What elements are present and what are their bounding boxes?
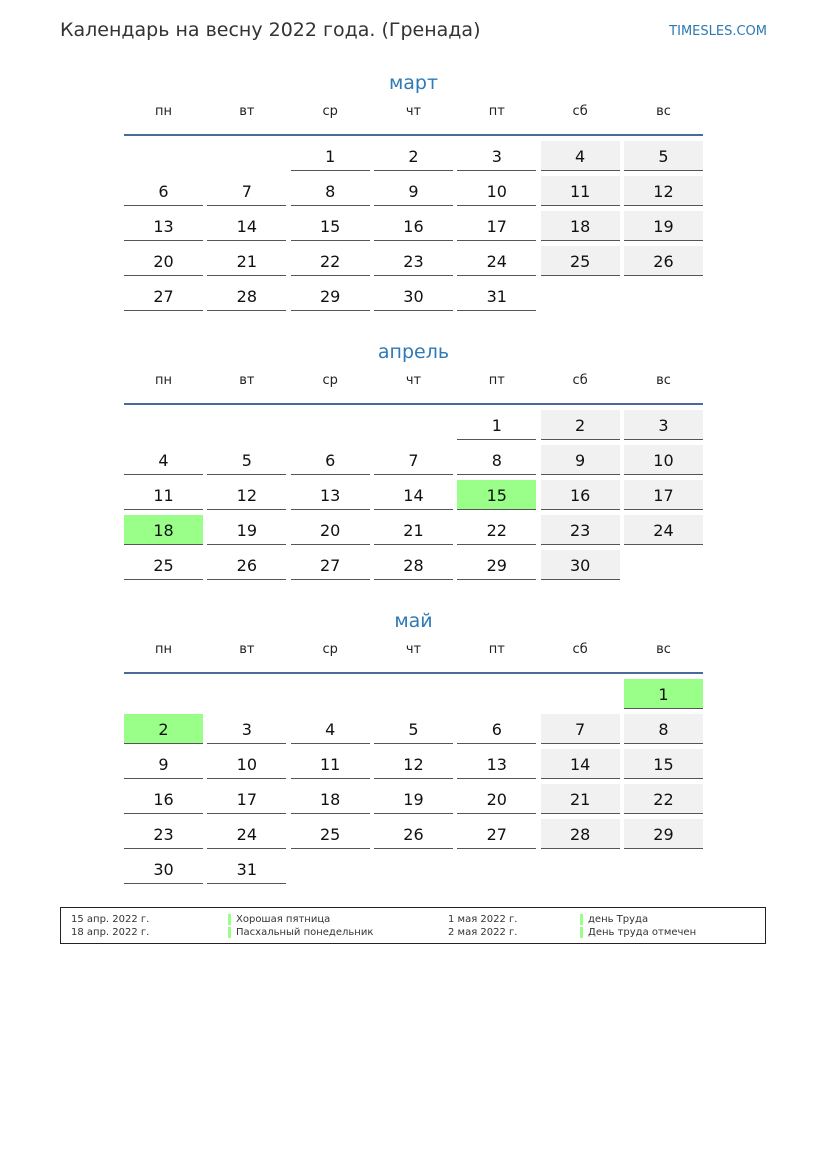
weekend-day-cell: 9 <box>541 445 620 475</box>
day-cell: 14 <box>374 480 453 510</box>
day-cell: 1 <box>457 410 536 440</box>
weekday-header <box>124 98 703 134</box>
weekday-header <box>124 636 703 672</box>
legend-date: 1 мая 2022 г. <box>448 914 518 925</box>
day-cell: 23 <box>124 819 203 849</box>
day-cell: 13 <box>457 749 536 779</box>
holiday-day-cell: 1 <box>624 679 703 709</box>
empty-cell <box>124 410 203 440</box>
weekday-label: вс <box>656 642 671 657</box>
month-title: апрель <box>377 341 450 363</box>
weekend-day-cell: 11 <box>541 176 620 206</box>
weekday-label: сб <box>572 373 588 388</box>
day-cell: 30 <box>374 281 453 311</box>
month-block-may <box>124 606 703 884</box>
day-cell: 30 <box>124 854 203 884</box>
weekday-label: вс <box>656 373 671 388</box>
day-cell: 16 <box>374 211 453 241</box>
days-grid <box>124 141 703 311</box>
day-cell: 11 <box>291 749 370 779</box>
day-cell: 29 <box>291 281 370 311</box>
day-cell: 10 <box>207 749 286 779</box>
legend-holiday-name: День труда отмечен <box>588 927 697 938</box>
weekend-day-cell: 15 <box>624 749 703 779</box>
weekday-label: вт <box>239 104 255 119</box>
weekday-label: пт <box>488 373 505 388</box>
holiday-legend <box>60 907 766 944</box>
legend-date: 18 апр. 2022 г. <box>71 927 150 938</box>
weekday-label: пт <box>488 104 505 119</box>
month-title: март <box>388 72 439 94</box>
day-cell: 14 <box>207 211 286 241</box>
day-cell: 22 <box>291 246 370 276</box>
month-block-april <box>124 337 703 580</box>
day-cell: 27 <box>457 819 536 849</box>
day-cell: 17 <box>457 211 536 241</box>
day-cell: 23 <box>374 246 453 276</box>
day-cell: 8 <box>291 176 370 206</box>
day-cell: 19 <box>374 784 453 814</box>
weekend-day-cell: 17 <box>624 480 703 510</box>
site-link[interactable]: TIMESLES.COM <box>669 24 767 39</box>
day-cell: 27 <box>291 550 370 580</box>
weekday-label: чт <box>405 104 422 119</box>
day-cell: 28 <box>374 550 453 580</box>
weekend-day-cell: 8 <box>624 714 703 744</box>
empty-cell <box>374 410 453 440</box>
weekend-day-cell: 21 <box>541 784 620 814</box>
header-divider <box>124 403 703 405</box>
weekday-label: вт <box>239 642 255 657</box>
day-cell: 2 <box>374 141 453 171</box>
day-cell: 12 <box>207 480 286 510</box>
day-cell: 29 <box>457 550 536 580</box>
weekday-label: ср <box>322 104 338 119</box>
day-cell: 28 <box>207 281 286 311</box>
legend-color-mark <box>580 914 583 925</box>
weekend-day-cell: 14 <box>541 749 620 779</box>
weekday-header <box>124 367 703 403</box>
weekend-day-cell: 22 <box>624 784 703 814</box>
day-cell: 21 <box>374 515 453 545</box>
holiday-day-cell: 2 <box>124 714 203 744</box>
weekend-day-cell: 23 <box>541 515 620 545</box>
day-cell: 7 <box>207 176 286 206</box>
days-grid <box>124 410 703 580</box>
day-cell: 25 <box>124 550 203 580</box>
empty-cell <box>207 410 286 440</box>
holiday-day-cell: 15 <box>457 480 536 510</box>
day-cell: 5 <box>207 445 286 475</box>
day-cell: 12 <box>374 749 453 779</box>
weekday-label: ср <box>322 642 338 657</box>
day-cell: 20 <box>457 784 536 814</box>
day-cell: 5 <box>374 714 453 744</box>
weekend-day-cell: 25 <box>541 246 620 276</box>
weekend-day-cell: 2 <box>541 410 620 440</box>
day-cell: 17 <box>207 784 286 814</box>
day-cell: 9 <box>374 176 453 206</box>
empty-cell <box>207 679 286 709</box>
header-divider <box>124 672 703 674</box>
day-cell: 31 <box>207 854 286 884</box>
weekday-label: чт <box>405 642 422 657</box>
weekday-label: пн <box>155 373 172 388</box>
day-cell: 31 <box>457 281 536 311</box>
legend-color-mark <box>228 914 231 925</box>
day-cell: 18 <box>291 784 370 814</box>
legend-holiday-name: Пасхальный понедельник <box>236 927 374 938</box>
legend-color-mark <box>580 927 583 938</box>
day-cell: 6 <box>124 176 203 206</box>
weekday-label: сб <box>572 104 588 119</box>
weekend-day-cell: 19 <box>624 211 703 241</box>
weekend-day-cell: 28 <box>541 819 620 849</box>
header-divider <box>124 134 703 136</box>
day-cell: 20 <box>124 246 203 276</box>
weekday-label: пн <box>155 104 172 119</box>
weekend-day-cell: 29 <box>624 819 703 849</box>
day-cell: 26 <box>207 550 286 580</box>
weekend-day-cell: 26 <box>624 246 703 276</box>
legend-holiday-name: день Труда <box>588 914 649 925</box>
day-cell: 7 <box>374 445 453 475</box>
legend-holiday-name: Хорошая пятница <box>236 914 331 925</box>
weekday-label: ср <box>322 373 338 388</box>
empty-cell <box>124 141 203 171</box>
page-title: Календарь на весну 2022 года. (Гренада) <box>60 19 481 41</box>
day-cell: 11 <box>124 480 203 510</box>
weekday-label: чт <box>405 373 422 388</box>
day-cell: 25 <box>291 819 370 849</box>
day-cell: 6 <box>291 445 370 475</box>
day-cell: 13 <box>124 211 203 241</box>
weekend-day-cell: 16 <box>541 480 620 510</box>
holiday-day-cell: 18 <box>124 515 203 545</box>
day-cell: 9 <box>124 749 203 779</box>
weekend-day-cell: 5 <box>624 141 703 171</box>
legend-date: 15 апр. 2022 г. <box>71 914 150 925</box>
day-cell: 19 <box>207 515 286 545</box>
empty-cell <box>291 410 370 440</box>
legend-date: 2 мая 2022 г. <box>448 927 518 938</box>
day-cell: 4 <box>291 714 370 744</box>
weekday-label: вт <box>239 373 255 388</box>
weekend-day-cell: 10 <box>624 445 703 475</box>
day-cell: 16 <box>124 784 203 814</box>
weekend-day-cell: 4 <box>541 141 620 171</box>
empty-cell <box>124 679 203 709</box>
day-cell: 26 <box>374 819 453 849</box>
weekend-day-cell: 3 <box>624 410 703 440</box>
month-block-march <box>124 68 703 311</box>
day-cell: 3 <box>207 714 286 744</box>
empty-cell <box>207 141 286 171</box>
day-cell: 22 <box>457 515 536 545</box>
day-cell: 24 <box>457 246 536 276</box>
weekday-label: пт <box>488 642 505 657</box>
weekend-day-cell: 24 <box>624 515 703 545</box>
day-cell: 4 <box>124 445 203 475</box>
weekend-day-cell: 7 <box>541 714 620 744</box>
day-cell: 6 <box>457 714 536 744</box>
weekend-day-cell: 12 <box>624 176 703 206</box>
month-title: май <box>394 610 433 632</box>
empty-cell <box>291 679 370 709</box>
day-cell: 20 <box>291 515 370 545</box>
weekday-label: сб <box>572 642 588 657</box>
empty-cell <box>541 679 620 709</box>
day-cell: 15 <box>291 211 370 241</box>
weekend-day-cell: 30 <box>541 550 620 580</box>
day-cell: 13 <box>291 480 370 510</box>
day-cell: 24 <box>207 819 286 849</box>
day-cell: 1 <box>291 141 370 171</box>
empty-cell <box>457 679 536 709</box>
weekday-label: пн <box>155 642 172 657</box>
day-cell: 10 <box>457 176 536 206</box>
day-cell: 21 <box>207 246 286 276</box>
weekend-day-cell: 18 <box>541 211 620 241</box>
day-cell: 8 <box>457 445 536 475</box>
legend-color-mark <box>228 927 231 938</box>
day-cell: 3 <box>457 141 536 171</box>
days-grid <box>124 679 703 884</box>
day-cell: 27 <box>124 281 203 311</box>
weekday-label: вс <box>656 104 671 119</box>
empty-cell <box>374 679 453 709</box>
